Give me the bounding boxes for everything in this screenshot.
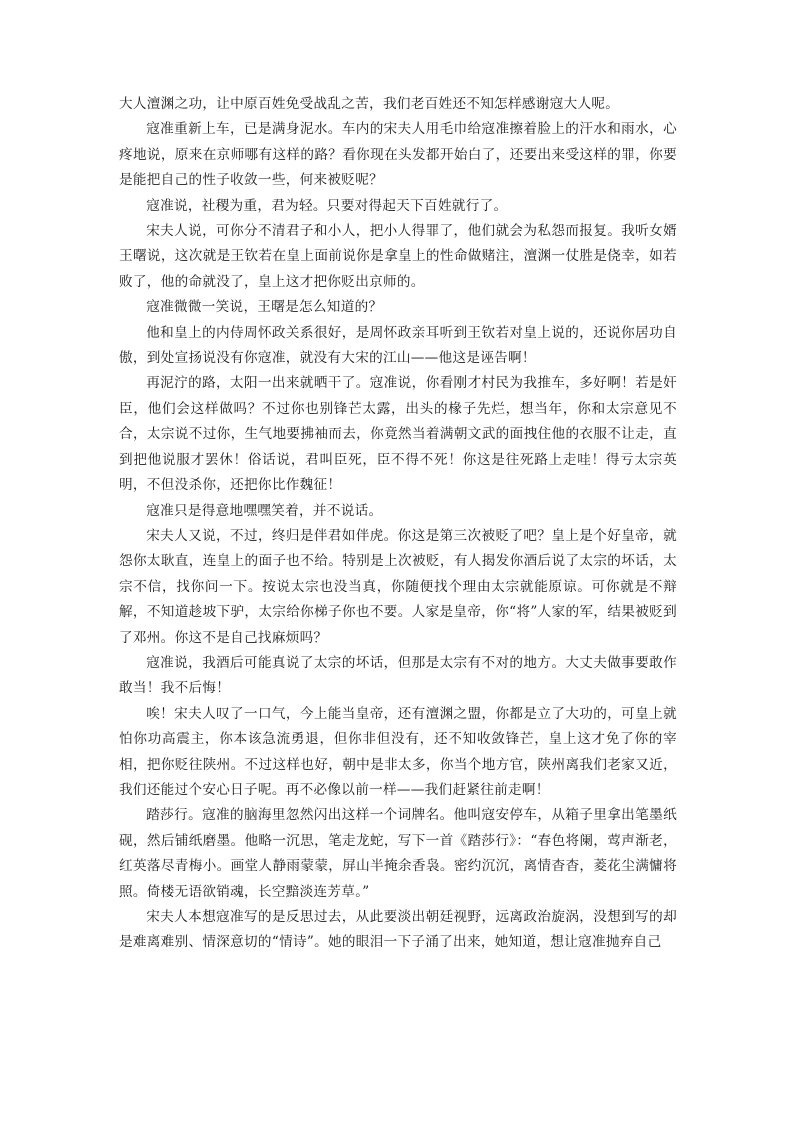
paragraph-4: 宋夫人说，可你分不清君子和小人，把小人得罪了，他们就会为私怨而报复。我听女婿王曙说，这次就是王钦若在皇上面前说你是拿皇上的性命做赌注，澶渊一仗胜是侥幸，如若败了，他的命就没了，皇上这才把你贬出京师的。: [119, 223, 677, 290]
paragraph-8: 寇准只是得意地嘿嘿笑着，并不说话。: [146, 502, 383, 519]
paragraph-2: 寇准重新上车，已是满身泥水。车内的宋夫人用毛巾给寇准擦着脸上的汗水和雨水，心疼地说，原来在京师哪有这样的路？看你现在头发都开始白了，还要出来受这样的罪，你要是能把自己的性子收敛一些，何来被贬呢？: [119, 121, 677, 189]
paragraph-6: 他和皇上的内侍周怀政关系很好，是周怀政亲耳听到王钦若对皇上说的，还说你居功自傲，到处宣扬说没有你寇准，就没有大宋的江山——他这是诬告啊！: [119, 324, 677, 367]
document-body: [119, 92, 677, 956]
paragraph-3: 寇准说，社稷为重，君为轻。只要对得起天下百姓就行了。: [146, 197, 508, 214]
paragraph-13: 宋夫人本想寇准写的是反思过去，从此要淡出朝廷视野，远离政治旋涡，没想到写的却是难离难别、情深意切的“情诗”。她的眼泪一下子涌了出来，她知道，想让寇准抛弃自己: [119, 909, 677, 951]
paragraph-9: 宋夫人又说，不过，终归是伴君如伴虎。你这是第三次被贬了吧？皇上是个好皇帝，就怨你太耿直，连皇上的面子也不给。特别是上次被贬，有人揭发你酒后说了太宗的坏话，太宗不信，找你问一下。按说太宗也没当真，你随便找个理由太宗就能原谅。可你就是不辩解，不知道趁坡下驴，太宗给你梯子你也不要。人家是皇帝，你“将”人家的军，结果被贬到了邓州。你这不是自己找麻烦吗？: [119, 527, 677, 646]
paragraph-1: 大人澶渊之功，让中原百姓免受战乱之苦，我们老百姓还不知怎样感谢寇大人呢。: [119, 96, 620, 112]
paragraph-7: 再泥泞的路，太阳一出来就晒干了。寇准说，你看刚才村民为我推车，多好啊！若是奸臣，他们会这样做吗？不过你也别锋芒太露，出头的椽子先烂，想当年，你和太宗意见不合，太宗说不过你，生气地要拂袖而去，你竟然当着满朝文武的面拽住他的衣服不让走，直到把他说服才罢休！俗话说，君叫臣死，臣不得不死！你这是往死路上走哇！得亏太宗英明，不但没杀你，还把你比作魏征！: [119, 375, 677, 494]
paragraph-12: 踏莎行。寇准的脑海里忽然闪出这样一个词牌名。他叫寇安停车，从箱子里拿出笔墨纸砚，然后铺纸磨墨。他略一沉思，笔走龙蛇，写下一首《踏莎行》：“春色将阑，莺声渐老，红英落尽青梅小。画堂人静雨蒙蒙，屏山半掩余香袅。密约沉沉，离情杳杳，菱花尘满慵将照。倚楼无语欲销魂，长空黯淡连芳草。”: [119, 807, 677, 900]
paragraph-5: 寇准微微一笑说，王曙是怎么知道的？: [146, 299, 383, 316]
paragraph-10: 寇准说，我酒后可能真说了太宗的坏话，但那是太宗有不对的地方。大丈夫做事要敢作敢当！我不后悔！: [119, 654, 677, 697]
paragraph-11: 唉！宋夫人叹了一口气，今上能当皇帝，还有澶渊之盟，你都是立了大功的，可皇上就怕你功高震主，你本该急流勇退，但你非但没有，还不知收敛锋芒，皇上这才免了你的宰相，把你贬往陕州。不过这样也好，朝中是非太多，你当个地方官，陕州离我们老家又近，我们还能过个安心日子呢。再不必像以前一样——我们赶紧往前走啊！: [119, 705, 677, 798]
